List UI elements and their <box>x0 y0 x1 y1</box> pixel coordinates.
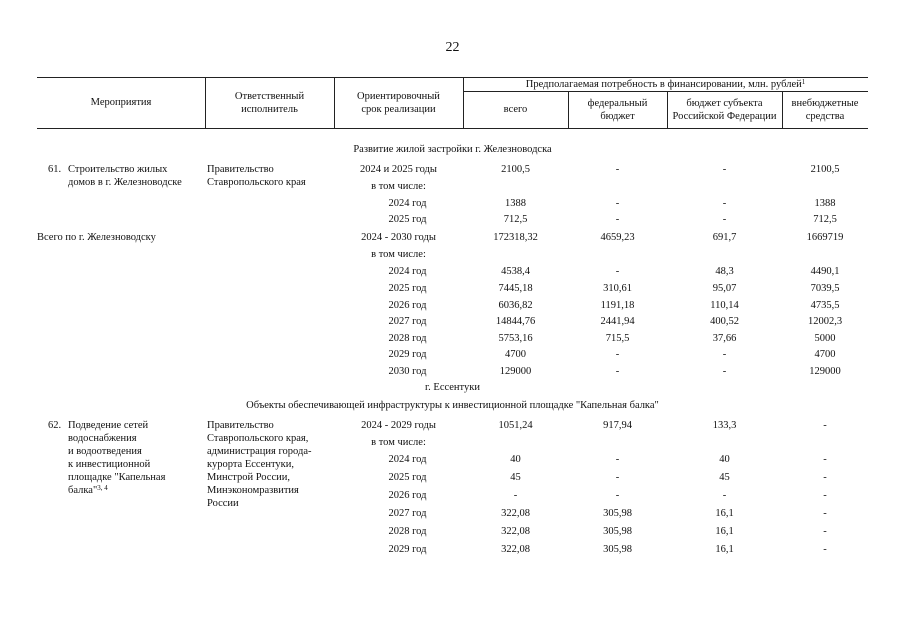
regional-cell: - <box>722 366 727 377</box>
regional-cell: 133,3 <box>712 420 737 431</box>
federal-cell: 715,5 <box>605 333 630 344</box>
total-cell: 322,08 <box>501 526 530 537</box>
extra-cell: - <box>823 508 827 519</box>
total-cell: 14844,76 <box>495 316 536 327</box>
total-cell: 5753,16 <box>498 333 533 344</box>
term-cell: 2028 год <box>388 333 427 344</box>
term-cell: 2024 год <box>388 266 427 277</box>
item-name: Строительство жилых домов в г. Железноводске <box>68 164 182 188</box>
extra-cell: - <box>823 490 827 501</box>
federal-cell: - <box>615 198 620 209</box>
total-cell: 322,08 <box>501 508 530 519</box>
regional-cell: - <box>722 164 727 175</box>
extra-cell: 1669719 <box>806 232 844 243</box>
term-cell: 2024 и 2025 годы <box>360 164 437 175</box>
total-cell: 7445,18 <box>498 283 533 294</box>
item-name <box>68 419 165 497</box>
extra-cell: - <box>823 544 827 555</box>
item-number: 62. <box>48 420 62 431</box>
term-cell: 2030 год <box>388 366 427 377</box>
term-cell: 2024 год <box>388 198 427 209</box>
extra-cell: 12002,3 <box>807 316 843 327</box>
regional-cell: - <box>722 349 727 360</box>
regional-cell: 691,7 <box>712 232 737 243</box>
item-number: 61. <box>48 164 62 175</box>
item-name-text: Подведение сетей водоснабжения и водоотведения к инвестиционной площадке "Капельная балка" <box>68 420 166 496</box>
term-cell: 2026 год <box>388 490 427 501</box>
regional-cell: 37,66 <box>712 333 737 344</box>
regional-cell: 95,07 <box>712 283 737 294</box>
total-label: Всего по г. Железноводску <box>37 232 156 243</box>
extra-cell: 1388 <box>814 198 836 209</box>
extra-cell: 4735,5 <box>810 300 840 311</box>
total-cell: 1388 <box>505 198 526 209</box>
term-cell: в том числе: <box>371 181 426 192</box>
total-cell: 6036,82 <box>498 300 533 311</box>
total-cell: 4538,4 <box>501 266 530 277</box>
federal-cell: 1191,18 <box>600 300 635 311</box>
total-cell: 129000 <box>499 366 532 377</box>
federal-cell: 305,98 <box>603 544 632 555</box>
term-cell: 2027 год <box>388 508 427 519</box>
federal-cell: - <box>615 454 620 465</box>
header-extra: внебюджетные средства <box>791 98 859 122</box>
section-title: Объекты обеспечивающей инфраструктуры к инвестиционной площадке "Капельная балка" <box>246 400 659 411</box>
total-cell: 2100,5 <box>501 164 530 175</box>
federal-cell: 305,98 <box>603 526 632 537</box>
term-cell: 2025 год <box>388 472 427 483</box>
federal-cell: - <box>615 349 620 360</box>
financing-group-footnote: 1 <box>801 78 806 86</box>
federal-cell: - <box>615 214 620 225</box>
extra-cell: 2100,5 <box>810 164 840 175</box>
regional-cell: 16,1 <box>715 544 734 555</box>
term-cell: в том числе: <box>371 249 426 260</box>
federal-cell: - <box>615 164 620 175</box>
extra-cell: 129000 <box>809 366 841 377</box>
total-cell: 712,5 <box>503 214 528 225</box>
term-cell: в том числе: <box>371 437 426 448</box>
term-cell: 2025 год <box>388 214 427 225</box>
financing-group-label: Предполагаемая потребность в финансировании, млн. рублей <box>525 79 802 90</box>
federal-cell: 310,61 <box>603 283 632 294</box>
term-cell: 2029 год <box>388 544 427 555</box>
regional-cell: 16,1 <box>715 508 734 519</box>
federal-cell: 4659,23 <box>600 232 635 243</box>
extra-cell: 4700 <box>814 349 836 360</box>
federal-cell: - <box>615 472 620 483</box>
federal-cell: - <box>615 366 620 377</box>
regional-cell: - <box>722 490 727 501</box>
federal-cell: - <box>615 266 620 277</box>
regional-cell: 400,52 <box>710 316 739 327</box>
regional-cell: - <box>722 214 727 225</box>
federal-cell: 2441,94 <box>600 316 635 327</box>
total-cell: 4700 <box>505 349 526 360</box>
header-responsible: Ответственный исполнитель <box>234 91 305 115</box>
total-cell: 322,08 <box>501 544 530 555</box>
term-cell: 2025 год <box>388 283 427 294</box>
extra-cell: 4490,1 <box>810 266 840 277</box>
extra-cell: 5000 <box>814 333 836 344</box>
federal-cell: - <box>615 490 620 501</box>
total-cell: - <box>513 490 518 501</box>
regional-cell: - <box>722 198 727 209</box>
total-cell: 172318,32 <box>493 232 538 243</box>
item-responsible: Правительство Ставропольского края <box>207 164 306 188</box>
term-cell: 2027 год <box>388 316 427 327</box>
extra-cell: - <box>823 526 827 537</box>
regional-cell: 16,1 <box>715 526 734 537</box>
total-cell: 1051,24 <box>498 420 533 431</box>
header-total: всего <box>503 104 528 115</box>
term-cell: 2028 год <box>388 526 427 537</box>
extra-cell: - <box>823 472 827 483</box>
header-financing-group <box>463 78 868 91</box>
extra-cell: 7039,5 <box>810 283 840 294</box>
term-cell: 2026 год <box>388 300 427 311</box>
federal-cell: 917,94 <box>603 420 632 431</box>
header-measures: Мероприятия <box>90 97 152 108</box>
header-regional: бюджет субъекта Российской Федерации <box>672 98 777 122</box>
regional-cell: 45 <box>719 472 730 483</box>
item-name-footnote: 3, 4 <box>97 484 108 492</box>
regional-cell: 110,14 <box>710 300 739 311</box>
term-cell: 2024 - 2030 годы <box>361 232 436 243</box>
section-title: г. Ессентуки <box>425 382 480 393</box>
page-number: 22 <box>445 40 460 55</box>
total-cell: 45 <box>510 472 521 483</box>
federal-cell: 305,98 <box>603 508 632 519</box>
regional-cell: 48,3 <box>715 266 734 277</box>
header-federal: федеральный бюджет <box>587 98 648 122</box>
section-title: Развитие жилой застройки г. Железноводска <box>353 144 552 155</box>
term-cell: 2024 - 2029 годы <box>361 420 436 431</box>
term-cell: 2024 год <box>388 454 427 465</box>
table-header-bottom-border <box>37 128 868 129</box>
header-term: Ориентировочный срок реализации <box>357 91 440 115</box>
extra-cell: - <box>823 420 827 431</box>
extra-cell: 712,5 <box>813 214 837 225</box>
financing-subheader-border <box>463 91 868 92</box>
term-cell: 2029 год <box>388 349 427 360</box>
item-responsible: Правительство Ставропольского края, администрация города- курорта Ессентуки, Минстрой России, Минэкономразвития России <box>207 420 312 509</box>
regional-cell: 40 <box>719 454 730 465</box>
total-cell: 40 <box>510 454 521 465</box>
extra-cell: - <box>823 454 827 465</box>
